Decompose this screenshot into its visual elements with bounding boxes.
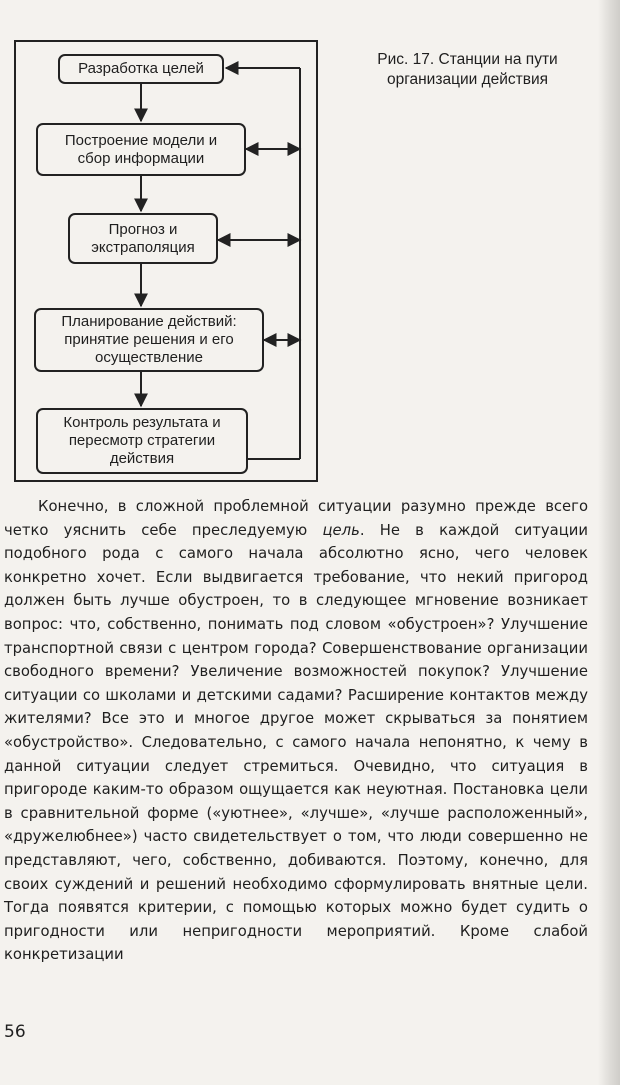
box-forecast: Прогноз и экстраполяция <box>68 213 218 264</box>
text-segment: Конечно, в сложной проблемной ситуации разумно прежде всего четко уяснить себе преследуемую <box>4 498 588 539</box>
box-action-planning: Планирование действий: принятие решения и его осуществление <box>34 308 264 372</box>
body-text <box>4 495 588 967</box>
emphasis-goal: цель <box>322 521 360 539</box>
figure-caption: Рис. 17. Станции на пути организации действия <box>377 51 558 88</box>
text-segment: . Не в каждой ситуации подобного рода с самого начала абсолютно ясно, чего человек конкретно хочет. Если выдвигается требование, что некий пригород должен быть лучше обустроен, то в следующее мгновение возникает вопрос: что, собственно, понимать под словом «обустроен»? Улучшение транспортной связи с центром города? Совершенствование организации свободного времени? Увеличение возможностей покупок? Улучшение ситуации со школами и детскими садами? Расширение контактов между жителями? Все это и многое другое может скрываться за понятием «обустройство». Следовательно, с самого начала непонятно, к чему в данной ситуации следует стремиться. Очевидно, что ситуация в пригороде каким-то образом ощущается как неуютная. Постановка цели в сравнительной форме («уютнее», «лучше», «лучше расположенный», «дружелюбнее») часто свидетельствует о том, что люди совершенно не представляют, чего, собственно, добиваются. Поэтому, конечно, для своих суждений и решений необходимо сформулировать внятные цели. Тогда появятся критерии, с помощью которых можно будет судить о пригодности или непригодности мероприятий. Кроме слабой конкретизации <box>4 521 588 964</box>
page-number: 56 <box>4 1022 26 1042</box>
box-model-building: Построение модели и сбор информации <box>36 123 246 176</box>
body-paragraph <box>4 495 588 967</box>
box-goal-development: Разработка целей <box>58 54 224 84</box>
box-result-control: Контроль результата и пересмотр стратегии действия <box>36 408 248 474</box>
